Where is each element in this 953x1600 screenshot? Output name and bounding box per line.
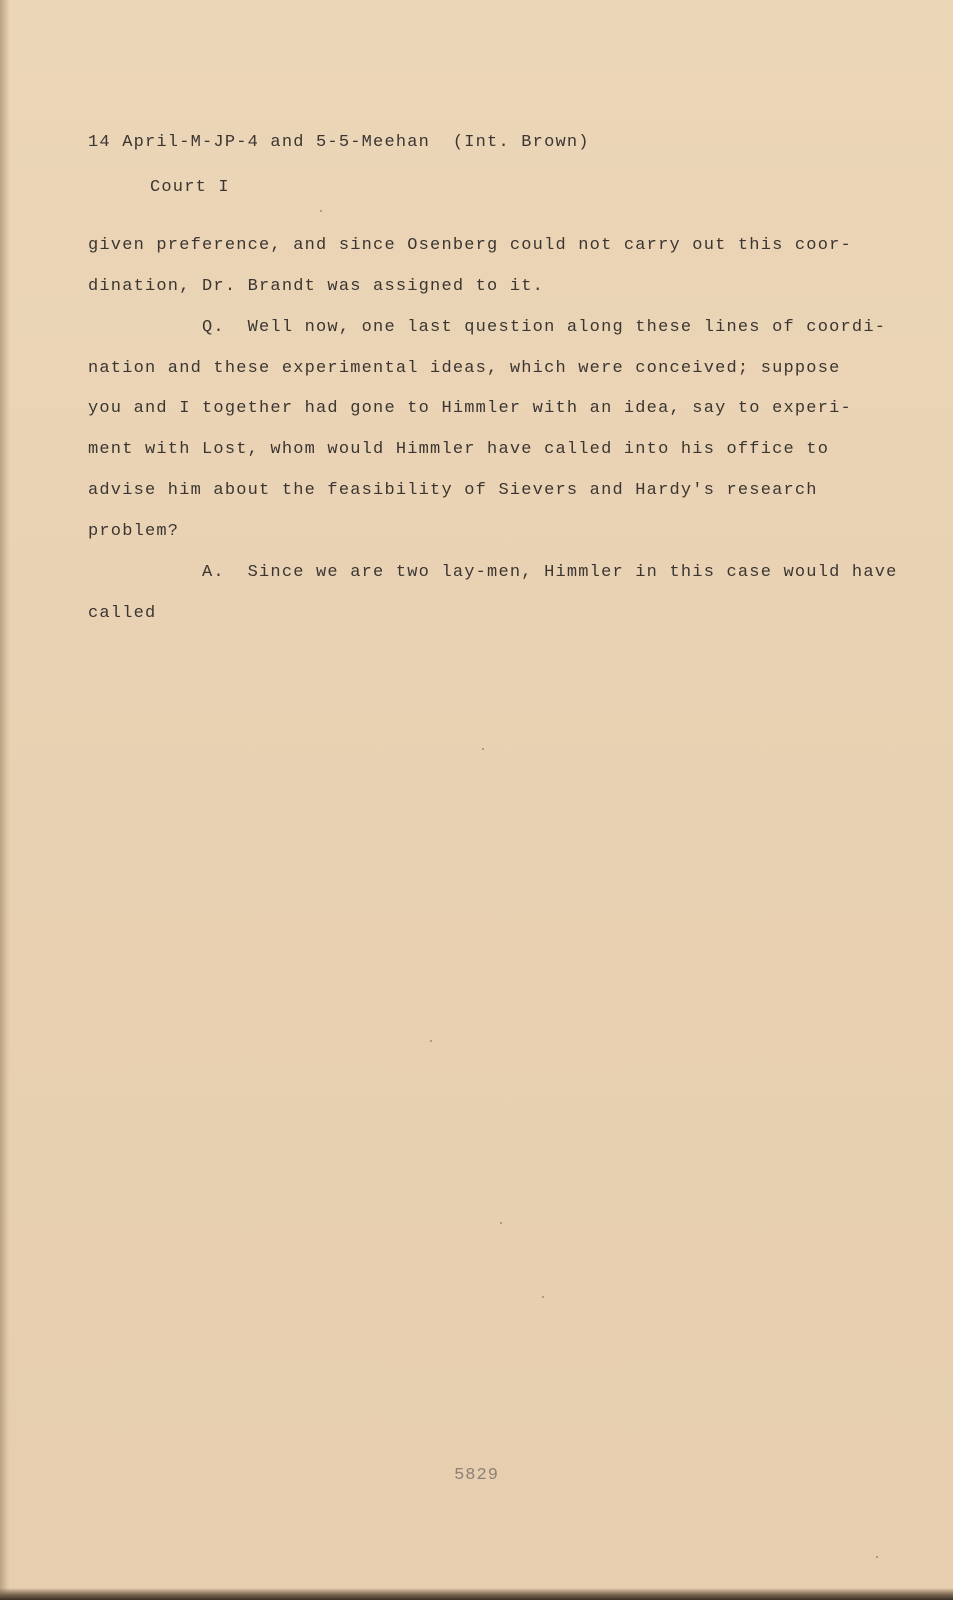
text-line: A. Since we are two lay-men, Himmler in this case would have	[88, 563, 898, 582]
court-label: Court I	[150, 178, 230, 197]
text-line: you and I together had gone to Himmler with an idea, say to experi-	[88, 399, 852, 418]
page-edge-left	[0, 0, 10, 1600]
text-line: nation and these experimental ideas, which were conceived; suppose	[88, 359, 841, 378]
paper-speck	[876, 1556, 878, 1558]
paper-speck	[320, 210, 322, 212]
text-line: called	[88, 604, 157, 623]
paper-speck	[430, 1040, 432, 1042]
text-line: ment with Lost, whom would Himmler have called into his office to	[88, 440, 830, 459]
page-number: 5829	[454, 1466, 499, 1485]
text-line: given preference, and since Osenberg could not carry out this coor-	[88, 236, 852, 255]
paper-speck	[542, 1296, 544, 1298]
paper-speck	[500, 1222, 502, 1224]
text-line: Q. Well now, one last question along these lines of coordi-	[88, 318, 887, 337]
text-line: advise him about the feasibility of Sievers and Hardy's research	[88, 481, 818, 500]
text-line: problem?	[88, 522, 180, 541]
text-line: dination, Dr. Brandt was assigned to it.	[88, 277, 545, 296]
paper-speck	[482, 748, 484, 750]
document-header: 14 April-M-JP-4 and 5-5-Meehan (Int. Brown)	[88, 133, 590, 152]
page-edge-bottom	[0, 1588, 953, 1600]
